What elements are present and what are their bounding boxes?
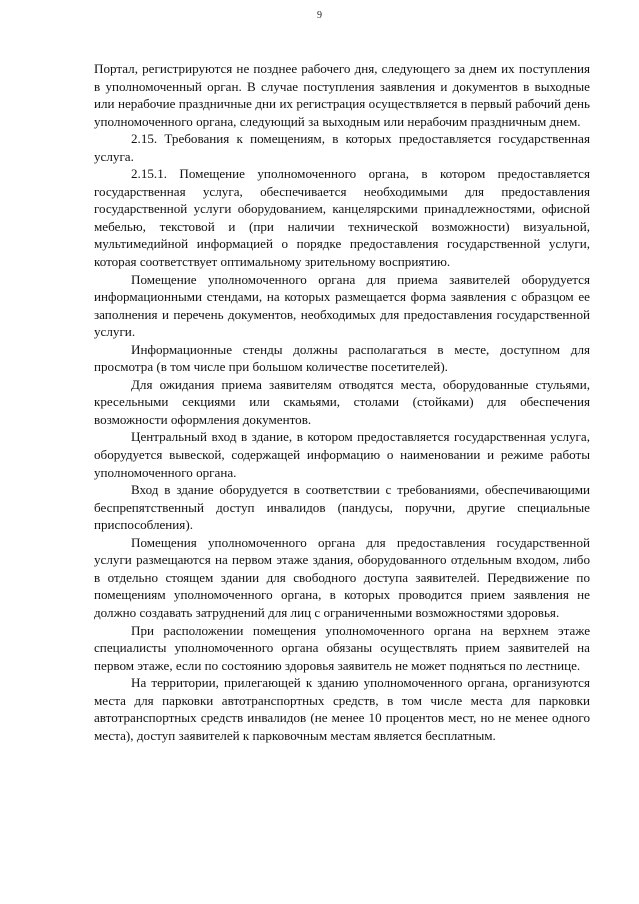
- paragraph-central-entrance: Центральный вход в здание, в котором предоставляется государственная услуга, оборудуется вывеской, содержащей информацию о наименовании и режиме работы уполномоченного органа.: [94, 429, 590, 480]
- page-number: 9: [317, 10, 322, 21]
- paragraph-info-stands-equipment: Помещение уполномоченного органа для приема заявителей оборудуется информационными стендами, на которых размещается форма заявления с образцом ее заполнения и перечень документов, необходимых для предоставления государственной услуги.: [94, 271, 590, 340]
- paragraph-section-2-15-1: 2.15.1. Помещение уполномоченного органа, в котором предоставляется государственная услуга, обеспечивается необходимыми для предоставления государственной услуги оборудованием, канцелярскими принадлежностями, офисной мебелью, текстовой и (при наличии технической возможности) визуальной, мультимедийной информацией о порядке предоставления государственной услуги, которая соответствует оптимальному зрительному восприятию.: [94, 166, 590, 270]
- document-body: [94, 60, 590, 744]
- paragraph-section-2-15: 2.15. Требования к помещениям, в которых предоставляется государственная услуга.: [94, 131, 590, 164]
- paragraph-registration: Портал, регистрируются не позднее рабочего дня, следующего за днем их поступления в уполномоченный орган. В случае поступления заявления и документов в выходные или нерабочие праздничные дни их регистрация осуществляется в первый рабочий день уполномоченного органа, следующий за выходным или нерабочим праздничным днем.: [94, 61, 590, 129]
- paragraph-upper-floor-reception: При расположении помещения уполномоченного органа на верхнем этаже специалисты уполномоченного органа обязаны осуществлять прием заявителей на первом этаже, если по состоянию здоровья заявитель не может подняться по лестнице.: [94, 622, 590, 673]
- paragraph-info-stands-location: Информационные стенды должны располагаться в месте, доступном для просмотра (в том числе при большом количестве посетителей).: [94, 341, 590, 375]
- paragraph-ground-floor-premises: Помещения уполномоченного органа для предоставления государственной услуги размещаются на первом этаже здания, оборудованного отдельным входом, либо в отдельно стоящем здании для свободного доступа заявителей. Передвижение по помещениям уполномоченного органа, в которых проводится прием заявления не должно создавать затруднений для лиц с ограниченными возможностями здоровья.: [94, 534, 590, 620]
- paragraph-accessible-entrance: Вход в здание оборудуется в соответствии с требованиями, обеспечивающими беспрепятственный доступ инвалидов (пандусы, поручни, другие специальные приспособления).: [94, 482, 590, 533]
- paragraph-waiting-places: Для ожидания приема заявителям отводятся места, оборудованные стульями, кресельными секциями или скамьями, столами (стойками) для обеспечения возможности оформления документов.: [94, 376, 590, 427]
- paragraph-parking: На территории, прилегающей к зданию уполномоченного органа, организуются места для парковки автотранспортных средств, в том числе места для парковки автотранспортных средств инвалидов (не менее 10 процентов мест, но не менее одного места), доступ заявителей к парковочным местам является бесплатным.: [94, 675, 590, 743]
